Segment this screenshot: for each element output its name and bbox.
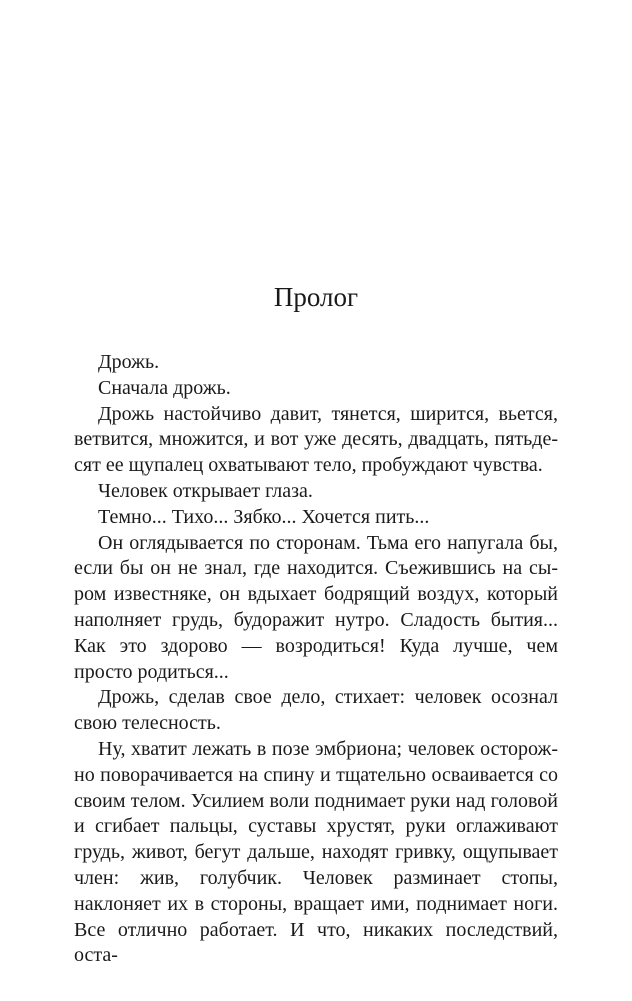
paragraph: Он оглядывается по сторонам. Тьма его напугала бы, если бы он не знал, где находится. Съежившись на сыром известняке, он вдыхает бодрящий воздух, который наполняет грудь, будоражит нутро. Сладость бытия... Как это здорово — возродиться! Куда лучше, чем просто родиться... [74,531,558,683]
paragraph: Человек открывает глаза. [98,479,313,502]
paragraph: Сначала дрожь. [98,376,231,399]
paragraph: Дрожь настойчиво давит, тянется, ширится, вьется, ветвится, множится, и вот уже десять, двадцать, пятьдесят ее щупалец охватывают тело, пробуждают чувства. [74,402,558,477]
chapter-title: Пролог [273,282,359,312]
paragraph: Ну, хватит лежать в позе эмбриона; человек осторожно поворачивается на спину и тщательно осваивается со своим телом. Усилием воли поднимает руки над головой и сгибает пальцы, суставы хрустят, руки оглаживают грудь, живот, бегут дальше, находят гривку, ощупывает член: жив, голубчик. Человек разминает стопы, наклоняет их в стороны, вращает ими, поднимает ноги. Все отлично работает. И что, никаких последствий, оста- [74,737,558,967]
paragraph: Темно... Тихо... Зябко... Хочется пить... [98,505,430,528]
paragraph: Дрожь. [98,351,160,373]
body-text [74,350,558,969]
paragraph: Дрожь, сделав свое дело, стихает: человек осознал свою телесность. [74,686,558,735]
